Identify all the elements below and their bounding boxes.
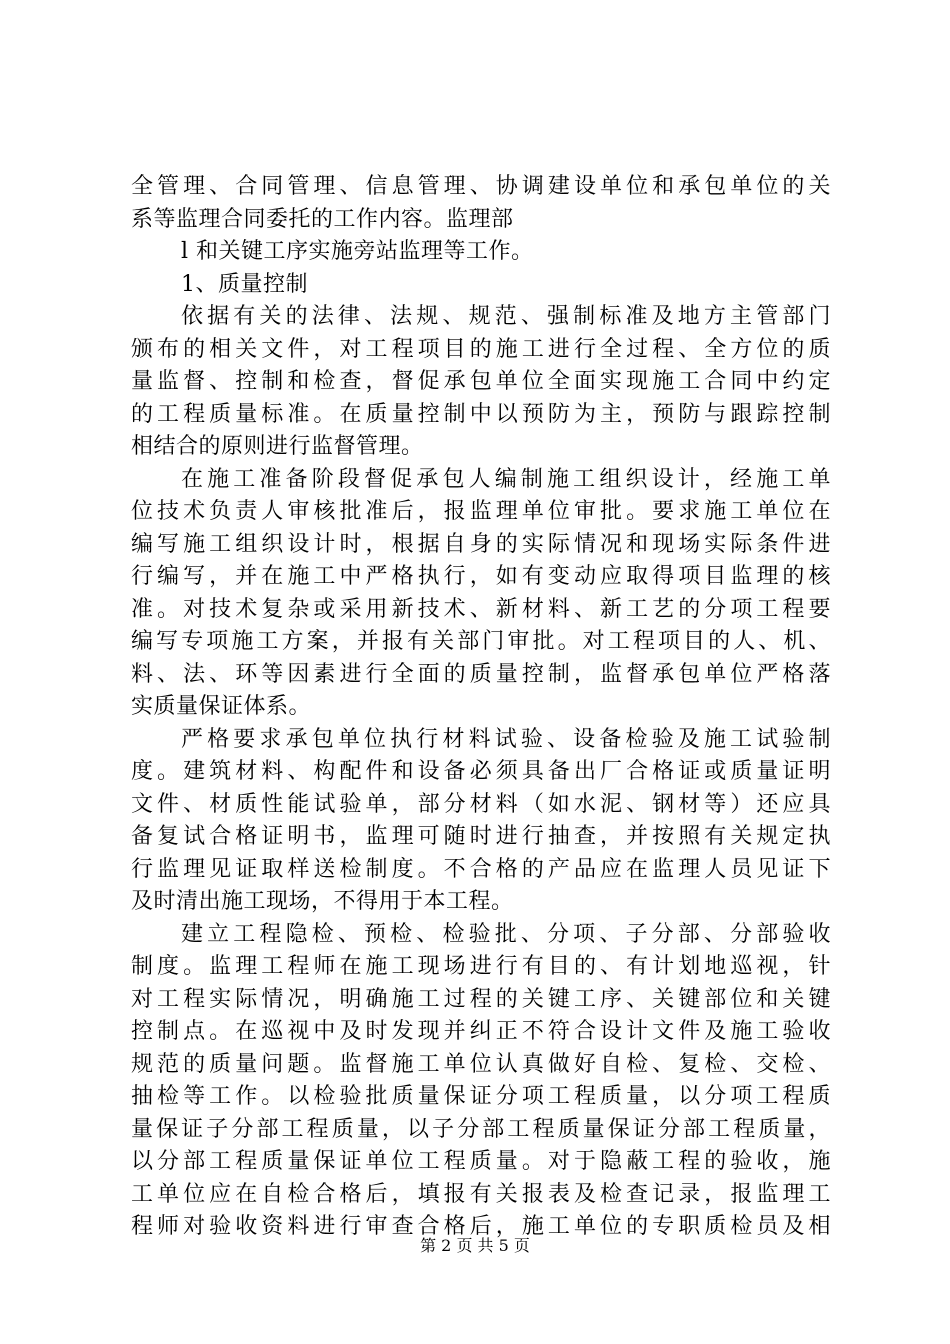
text-line: 对工程实际情况，明确施工过程的关键工序、关键部位和关键: [131, 986, 831, 1012]
text-line: 的工程质量标准。在质量控制中以预防为主，预防与跟踪控制: [131, 401, 831, 427]
text-line: 量监督、控制和检查，督促承包单位全面实现施工合同中约定: [131, 369, 831, 394]
text-line: 以分部工程质量保证单位工程质量。对于隐蔽工程的验收，施: [131, 1149, 831, 1174]
text-line: 准。对技术复杂或采用新技术、新材料、新工艺的分项工程要: [131, 596, 831, 622]
text-line: 量保证子分部工程质量，以子分部工程质量保证分部工程质量，: [131, 1116, 831, 1142]
text-line: 实质量保证体系。: [131, 694, 312, 719]
text-line: 抽检等工作。以检验批质量保证分项工程质量，以分项工程质: [131, 1084, 831, 1109]
text-line: 文件、材质性能试验单，部分材料（如水泥、钢材等）还应具: [131, 791, 831, 817]
text-line: 位技术负责人审核批准后，报监理单位审批。要求施工单位在: [131, 499, 831, 524]
text-line: 在施工准备阶段督促承包人编制施工组织设计，经施工单: [181, 466, 831, 492]
text-line: 及时清出施工现场，不得用于本工程。: [131, 889, 514, 914]
text-line: 全管理、合同管理、信息管理、协调建设单位和承包单位的关: [131, 174, 831, 199]
text-line: 编写专项施工方案，并报有关部门审批。对工程项目的人、机、: [131, 629, 831, 654]
text-line: 程师对验收资料进行审查合格后，施工单位的专职质检员及相: [131, 1214, 831, 1239]
text-line: 系等监理合同委托的工作内容。监理部: [131, 206, 514, 232]
text-line: 规范的质量问题。监督施工单位认真做好自检、复检、交检、: [131, 1051, 831, 1077]
text-line: 制度。监理工程师在施工现场进行有目的、有计划地巡视，针: [131, 954, 831, 979]
text-line: 备复试合格证明书，监理可随时进行抽查，并按照有关规定执: [131, 824, 831, 849]
text-line: 料、法、环等因素进行全面的质量控制，监督承包单位严格落: [131, 661, 831, 687]
text-line: 颁布的相关文件，对工程项目的施工进行全过程、全方位的质: [131, 336, 831, 362]
text-line: 依据有关的法律、法规、规范、强制标准及地方主管部门: [181, 304, 831, 329]
document-body: [131, 171, 831, 1244]
text-line: 度。建筑材料、构配件和设备必须具备出厂合格证或质量证明: [131, 759, 831, 784]
text-line: 1、质量控制: [181, 271, 308, 297]
text-line: 行监理见证取样送检制度。不合格的产品应在监理人员见证下: [131, 856, 831, 882]
page-number-footer: 第 2 页 共 5 页: [420, 1236, 530, 1255]
text-line: 控制点。在巡视中及时发现并纠正不符合设计文件及施工验收: [131, 1019, 831, 1044]
text-line: 工单位应在自检合格后，填报有关报表及检查记录，报监理工: [131, 1181, 831, 1207]
text-line: 建立工程隐检、预检、检验批、分项、子分部、分部验收: [181, 921, 831, 947]
text-line: 行编写，并在施工中严格执行，如有变动应取得项目监理的核: [131, 564, 831, 589]
text-line: 编写施工组织设计时，根据自身的实际情况和现场实际条件进: [131, 531, 831, 557]
text-line: l 和关键工序实施旁站监理等工作。: [181, 239, 534, 264]
text-line: 严格要求承包单位执行材料试验、设备检验及施工试验制: [181, 726, 831, 752]
text-line: 相结合的原则进行监督管理。: [131, 434, 424, 459]
